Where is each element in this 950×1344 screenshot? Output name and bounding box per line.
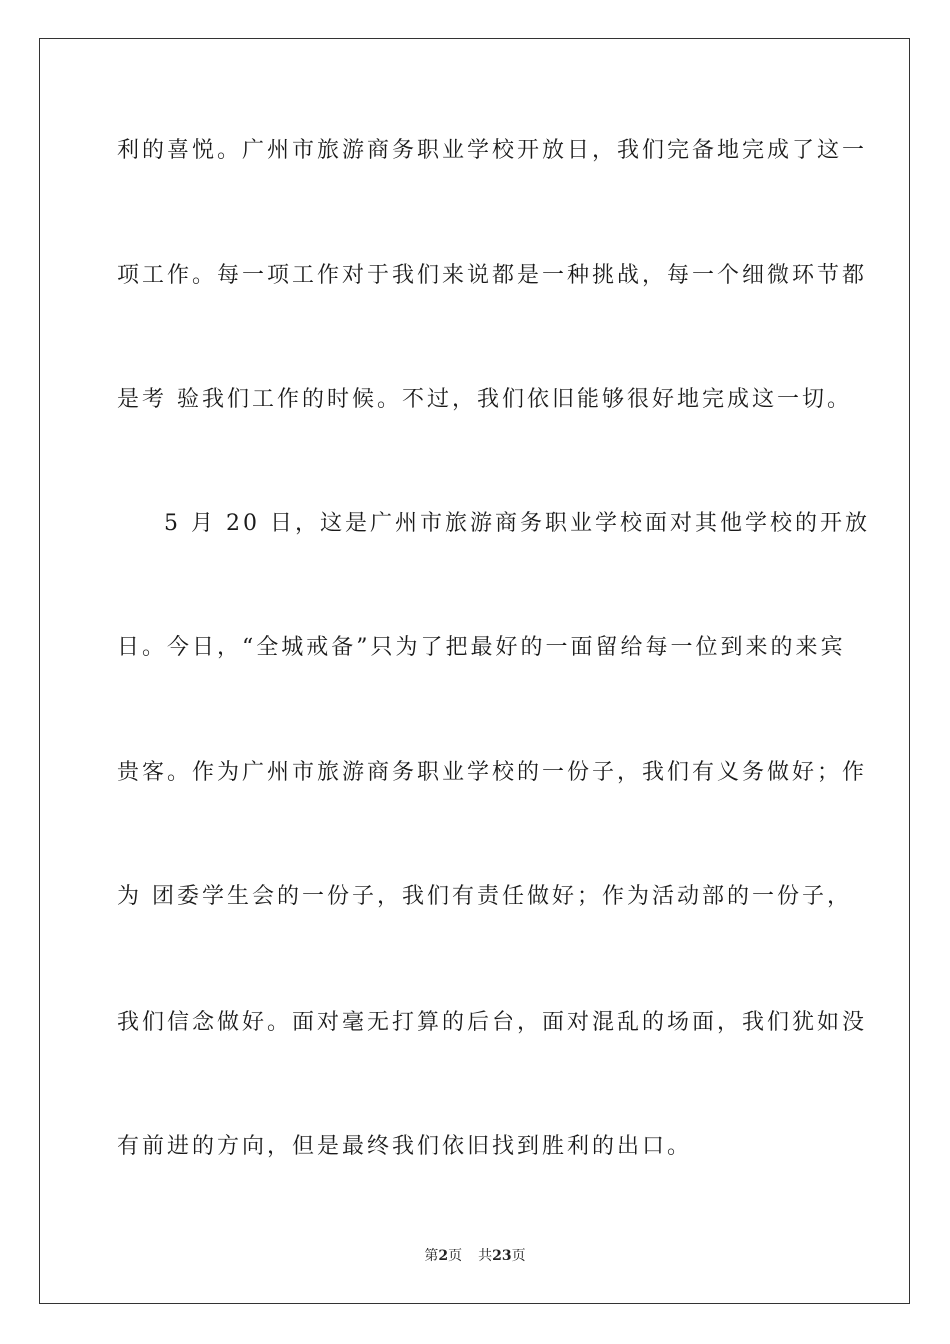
paragraph-line-7: 为 团委学生会的一份子，我们有责任做好；作为活动部的一份子， xyxy=(117,884,852,909)
footer-total-prefix: 共 xyxy=(478,1248,493,1264)
footer-total-suffix: 页 xyxy=(511,1248,526,1264)
paragraph-line-8: 我们信念做好。面对毫无打算的后台，面对混乱的场面，我们犹如没 xyxy=(117,1010,868,1035)
paragraph-line-2: 项工作。每一项工作对于我们来说都是一种挑战，每一个细微环节都 xyxy=(117,263,868,288)
paragraph-line-4: 5 月 20 日，这是广州市旅游商务职业学校面对其他学校的开放 xyxy=(164,511,870,536)
paragraph-line-5: 日。今日，“全城戒备”只为了把最好的一面留给每一位到来的来宾 xyxy=(117,635,846,660)
page-frame xyxy=(39,38,910,1304)
footer-total-pages: 23 xyxy=(492,1248,512,1264)
paragraph-line-1: 利的喜悦。广州市旅游商务职业学校开放日，我们完备地完成了这一 xyxy=(117,138,868,163)
paragraph-line-3: 是考 验我们工作的时候。不过，我们依旧能够很好地完成这一切。 xyxy=(117,387,852,412)
footer-page-prefix: 第 xyxy=(424,1248,439,1264)
paragraph-line-6: 贵客。作为广州市旅游商务职业学校的一份子，我们有义务做好；作 xyxy=(117,760,868,785)
page-footer xyxy=(0,1247,950,1265)
footer-current-page: 2 xyxy=(438,1248,449,1264)
paragraph-line-9: 有前进的方向，但是最终我们依旧找到胜利的出口。 xyxy=(117,1134,693,1159)
footer-page-suffix: 页 xyxy=(448,1248,463,1264)
